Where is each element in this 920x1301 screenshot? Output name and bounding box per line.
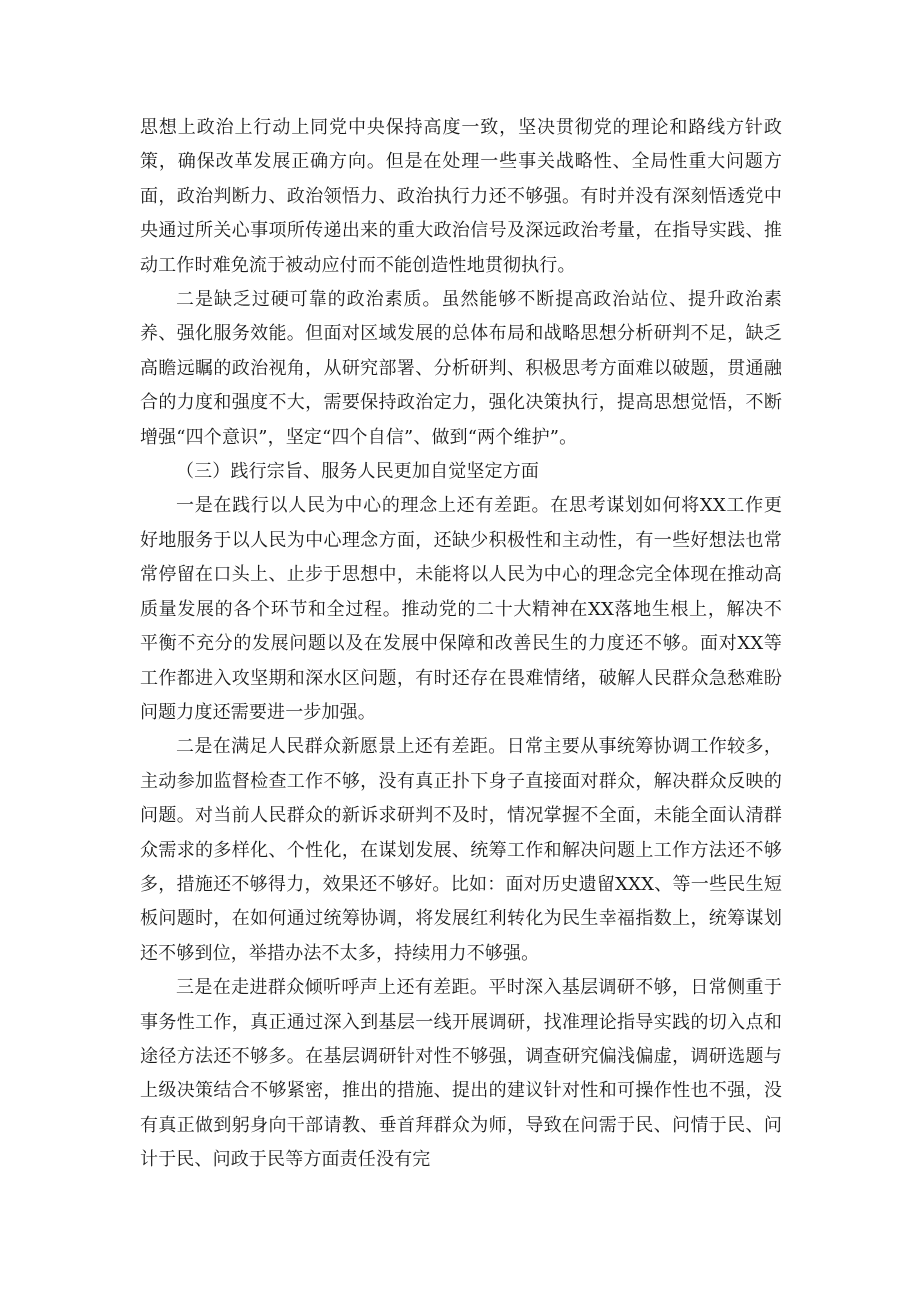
paragraph-people-centered: 一是在践行以人民为中心的理念上还有差距。在思考谋划如何将XX工作更好地服务于以人民为中心理念方面，还缺少积极性和主动性，有一些好想法也常常停留在口头上、止步于思想中，未能将以人民为中心的理念完全体现在推动高质量发展的各个环节和全过程。推动党的二十大精神在XX落地生根上，解决不平衡不充分的发展问题以及在发展中保障和改善民生的力度还不够。面对XX等工作都进入攻坚期和深水区问题，有时还存在畏难情绪，破解人民群众急愁难盼问题力度还需要进一步加强。 (140, 495, 782, 723)
section-heading-serve-people: （三）践行宗旨、服务人民更加自觉坚定方面 (176, 461, 539, 483)
paragraph-political-quality: 二是缺乏过硬可靠的政治素质。虽然能够不断提高政治站位、提升政治素养、强化服务效能。但面对区域发展的总体布局和战略思想分析研判不足，缺乏高瞻远瞩的政治视角，从研究部署、分析研判、积极思考方面难以破题，贯通融合的力度和强度不大，需要保持政治定力，强化决策执行，提高思想觉悟，不断增强“四个意识”，坚定“四个自信”、做到“两个维护”。 (140, 289, 782, 448)
document-body (140, 111, 782, 1178)
paragraph-continuation: 思想上政治上行动上同党中央保持高度一致，坚决贯彻党的理论和路线方针政策，确保改革发展正确方向。但是在处理一些事关战略性、全局性重大问题方面，政治判断力、政治领悟力、政治执行力还不够强。有时并没有深刻悟透党中央通过所关心事项所传递出来的重大政治信号及深远政治考量，在指导实践、推动工作时难免流于被动应付而不能创造性地贯彻执行。 (140, 117, 782, 276)
paragraph-new-aspirations: 二是在满足人民群众新愿景上还有差距。日常主要从事统筹协调工作较多，主动参加监督检查工作不够，没有真正扑下身子直接面对群众，解决群众反映的问题。对当前人民群众的新诉求研判不及时，情况掌握不全面，未能全面认清群众需求的多样化、个性化，在谋划发展、统筹工作和解决问题上工作方法还不够多，措施还不够得力，效果还不够好。比如：面对历史遗留XXX、等一些民生短板问题时，在如何通过统筹协调，将发展红利转化为民生幸福指数上，统筹谋划还不够到位，举措办法不太多，持续用力不够强。 (140, 736, 782, 964)
paragraph-listen-to-masses: 三是在走进群众倾听呼声上还有差距。平时深入基层调研不够，日常侧重于事务性工作，真正通过深入到基层一线开展调研，找准理论指导实践的切入点和途径方法还不够多。在基层调研针对性不够强，调查研究偏浅偏虚，调研选题与上级决策结合不够紧密，推出的措施、提出的建议针对性和可操作性也不强，没有真正做到躬身向干部请教、垂首拜群众为师，导致在问需于民、问情于民、问计于民、问政于民等方面责任没有完 (140, 977, 782, 1171)
